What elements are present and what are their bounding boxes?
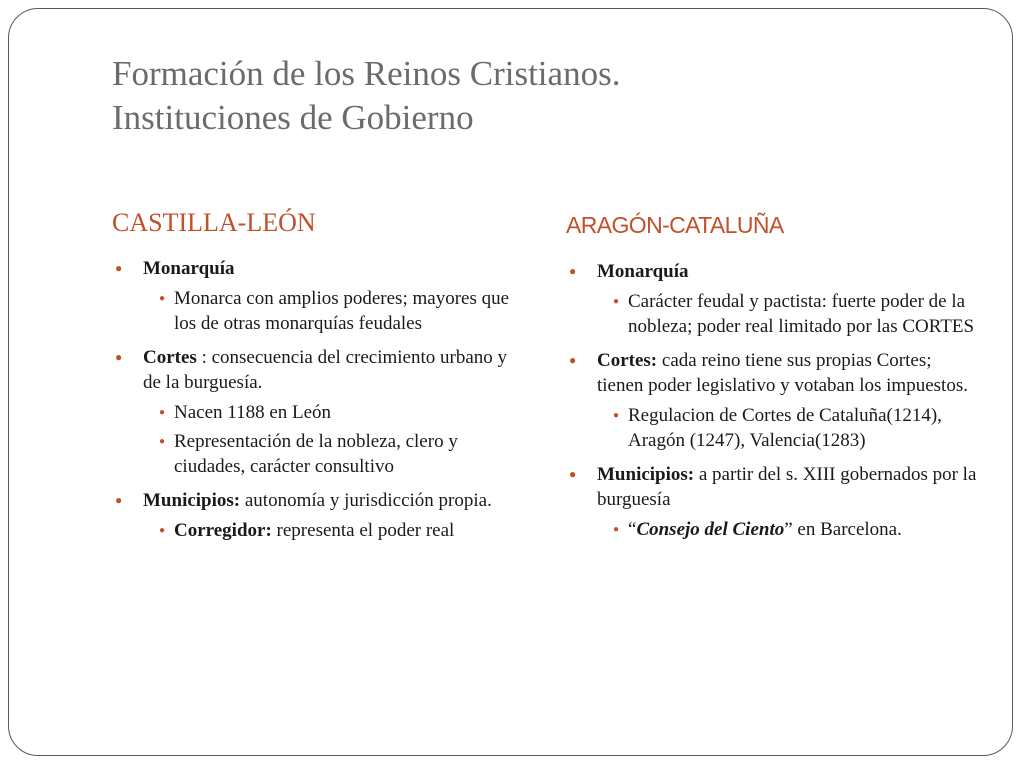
bullet-icon: ● <box>115 261 123 275</box>
bullet-icon: ● <box>159 407 166 418</box>
cortes-text: cada reino tiene sus propias Cortes; tienen poder legislativo y votaban los impuestos. <box>597 350 968 396</box>
title-line-1: Formación de los Reinos Cristianos. <box>112 54 621 93</box>
cortes-label: Cortes: <box>597 350 658 371</box>
cortes-text: : consecuencia del crecimiento urbano y de la burguesía. <box>143 347 508 393</box>
sub-item-regulacion <box>566 403 981 453</box>
sub-item-caracter <box>566 289 981 339</box>
monarca-text: Monarca con amplios poderes; mayores que los de otras monarquías feudales <box>174 288 510 334</box>
corregidor-label: Corregidor: <box>174 520 272 541</box>
cortes-label: Cortes <box>143 347 197 368</box>
list-item-monarquia <box>112 256 512 281</box>
bullet-icon: ● <box>613 524 620 535</box>
title-line-2: Instituciones de Gobierno <box>112 98 474 137</box>
municipios-label: Municipios: <box>143 490 241 511</box>
consejo-label: Consejo del Ciento <box>636 519 785 540</box>
sub-item-consejo <box>566 517 981 542</box>
regulacion-text: Regulacion de Cortes de Cataluña(1214), Aragón (1247), Valencia(1283) <box>628 405 942 451</box>
municipios-text: a partir del s. XIII gobernados por la burguesía <box>597 464 977 510</box>
consejo-text: ” en Barcelona. <box>784 519 902 540</box>
sub-item-corregidor <box>112 518 512 543</box>
list-item-municipios <box>112 488 512 513</box>
caracter-text: Carácter feudal y pactista: fuerte poder de la nobleza; poder real limitado por las CORTES <box>628 291 975 337</box>
list-item-monarquia <box>566 259 981 284</box>
list-item-cortes <box>566 348 981 398</box>
sub-item-nacen <box>112 400 512 425</box>
consejo-open-quote: “ <box>628 519 637 540</box>
bullet-icon: ● <box>569 264 577 278</box>
representacion-text: Representación de la nobleza, clero y ciudades, carácter consultivo <box>174 431 458 477</box>
slide-title <box>112 52 972 140</box>
column-aragon-cataluna <box>566 259 981 546</box>
bullet-icon: ● <box>159 293 166 304</box>
municipios-text: autonomía y jurisdicción propia. <box>240 490 492 511</box>
bullet-icon: ● <box>569 467 577 481</box>
column-castilla-leon <box>112 256 512 547</box>
bullet-icon: ● <box>613 296 620 307</box>
monarquia-label: Monarquía <box>143 258 235 279</box>
heading-aragon-cataluna: ARAGÓN-CATALUÑA <box>566 212 784 238</box>
nacen-text: Nacen 1188 en León <box>174 402 332 423</box>
bullet-icon: ● <box>159 436 166 447</box>
sub-item-monarca <box>112 286 512 336</box>
bullet-icon: ● <box>115 493 123 507</box>
bullet-icon: ● <box>115 350 123 364</box>
corregidor-text: representa el poder real <box>271 520 455 541</box>
sub-item-representacion <box>112 429 512 479</box>
bullet-icon: ● <box>159 525 166 536</box>
monarquia-label: Monarquía <box>597 261 689 282</box>
bullet-icon: ● <box>569 353 577 367</box>
bullet-icon: ● <box>613 410 620 421</box>
list-item-cortes <box>112 345 512 395</box>
heading-castilla-leon: CASTILLA-LEÓN <box>112 208 316 237</box>
municipios-label: Municipios: <box>597 464 695 485</box>
list-item-municipios <box>566 462 981 512</box>
